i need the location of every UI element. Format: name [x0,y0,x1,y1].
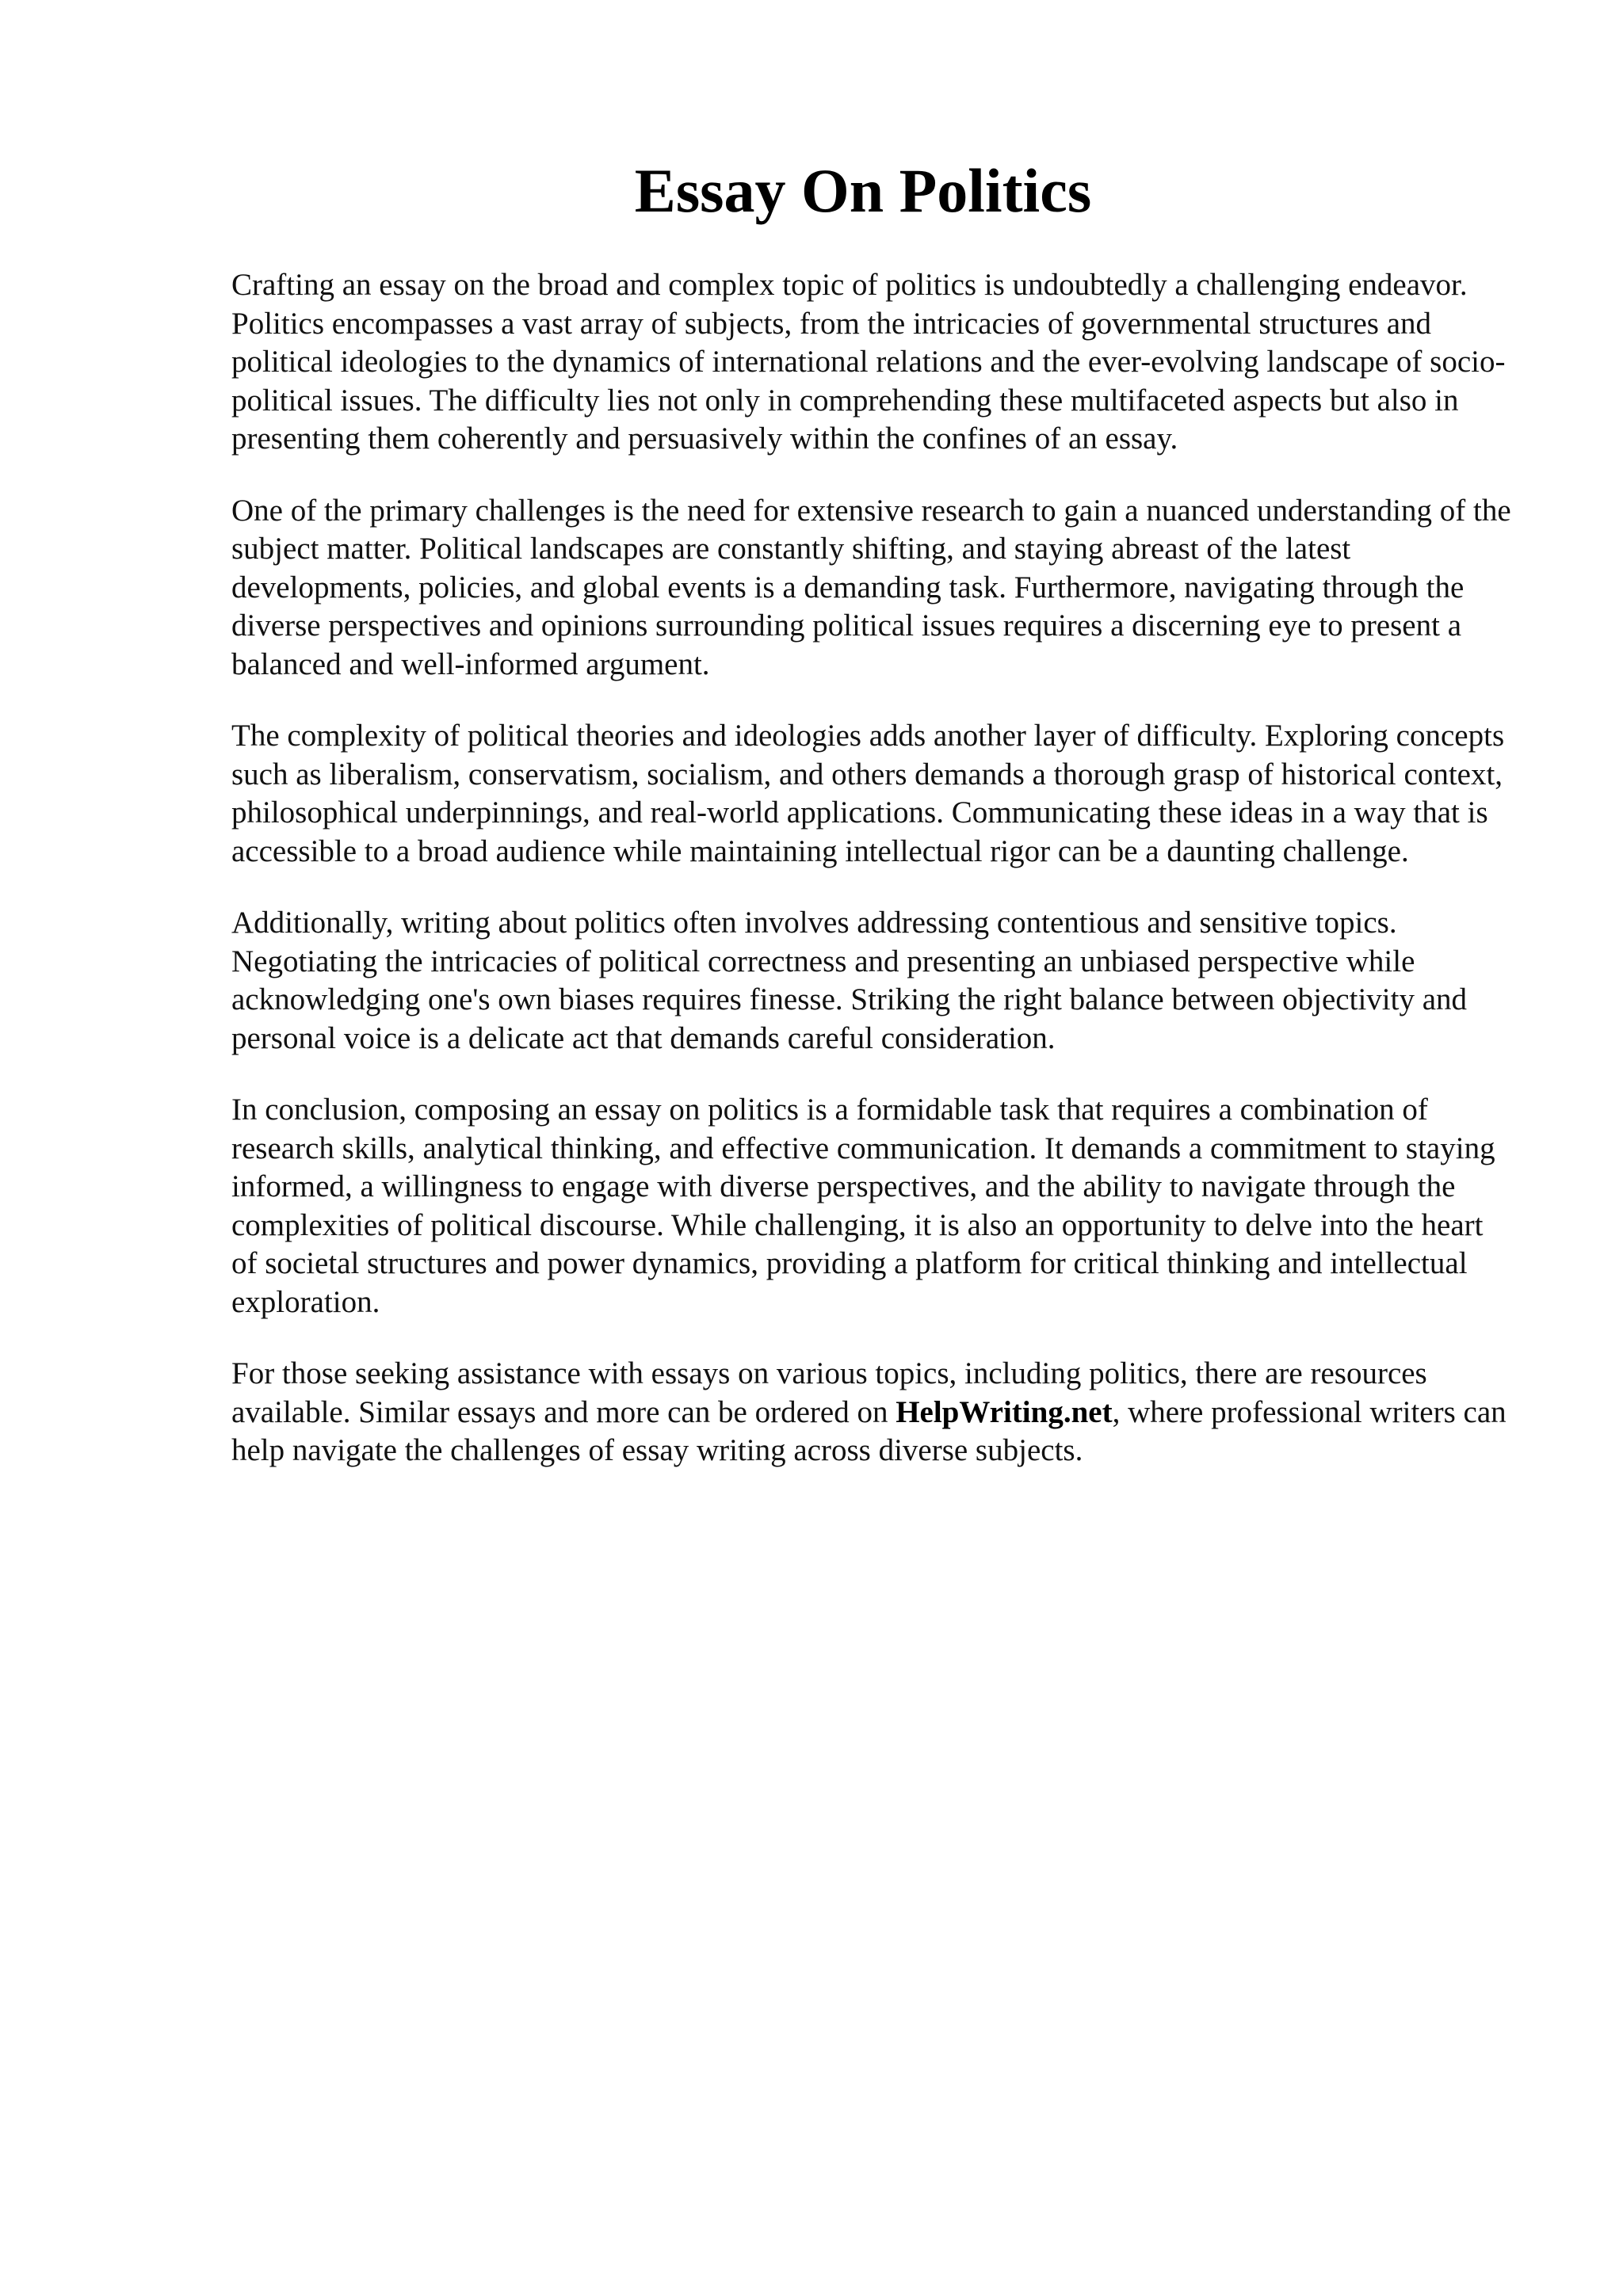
paragraph-1: Crafting an essay on the broad and complex topic of politics is undoubtedly a challenging endeavor. Politics encompasses a vast array of subjects, from the intricacies of governmental structures and political ideologies to the dynamics of international relations and the ever-evolving landscape of socio-political issues. The difficulty lies not only in comprehending these multifaceted aspects but also in presenting them coherently and persuasively within the confines of an essay. [231,268,1506,456]
helpwriting-link[interactable]: HelpWriting.net [896,1394,1113,1429]
paragraph-6 [231,1355,1515,1470]
paragraph-3: The complexity of political theories and ideologies adds another layer of difficulty. Exploring concepts such as liberalism, conservatism, socialism, and others demands a thorough grasp of historical context, philosophical underpinnings, and real-world applications. Communicating these ideas in a way that is accessible to a broad audience while maintaining intellectual rigor can be a daunting challenge. [231,719,1505,868]
paragraph-4: Additionally, writing about politics often involves addressing contentious and sensitive topics. Negotiating the intricacies of political correctness and presenting an unbiased perspective while acknowledging one's own biases requires finesse. Striking the right balance between objectivity and personal voice is a delicate act that demands careful consideration. [231,906,1468,1055]
paragraph-2: One of the primary challenges is the need for extensive research to gain a nuanced understanding of the subject matter. Political landscapes are constantly shifting, and staying abreast of the latest developments, policies, and global events is a demanding task. Furthermore, navigating through the diverse perspectives and opinions surrounding political issues requires a discerning eye to present a balanced and well-informed argument. [231,493,1511,681]
essay-body [231,266,1515,1504]
paragraph-5: In conclusion, composing an essay on politics is a formidable task that requires a combination of research skills, analytical thinking, and effective communication. It demands a commitment to staying informed, a willingness to engage with diverse perspectives, and the ability to navigate through the complexities of political discourse. While challenging, it is also an opportunity to delve into the heart of societal structures and power dynamics, providing a platform for critical thinking and intellectual exploration. [231,1093,1495,1319]
paragraph-6-intro: For those seeking assistance with essays on various topics, including politics, there are resources available. Similar essays and more can be ordered on [231,1356,1427,1429]
document-title: Essay On Politics [634,156,1092,225]
paragraph-6-outro: , where professional writers can help navigate the challenges of essay writing across diverse subjects. [231,1394,1507,1467]
